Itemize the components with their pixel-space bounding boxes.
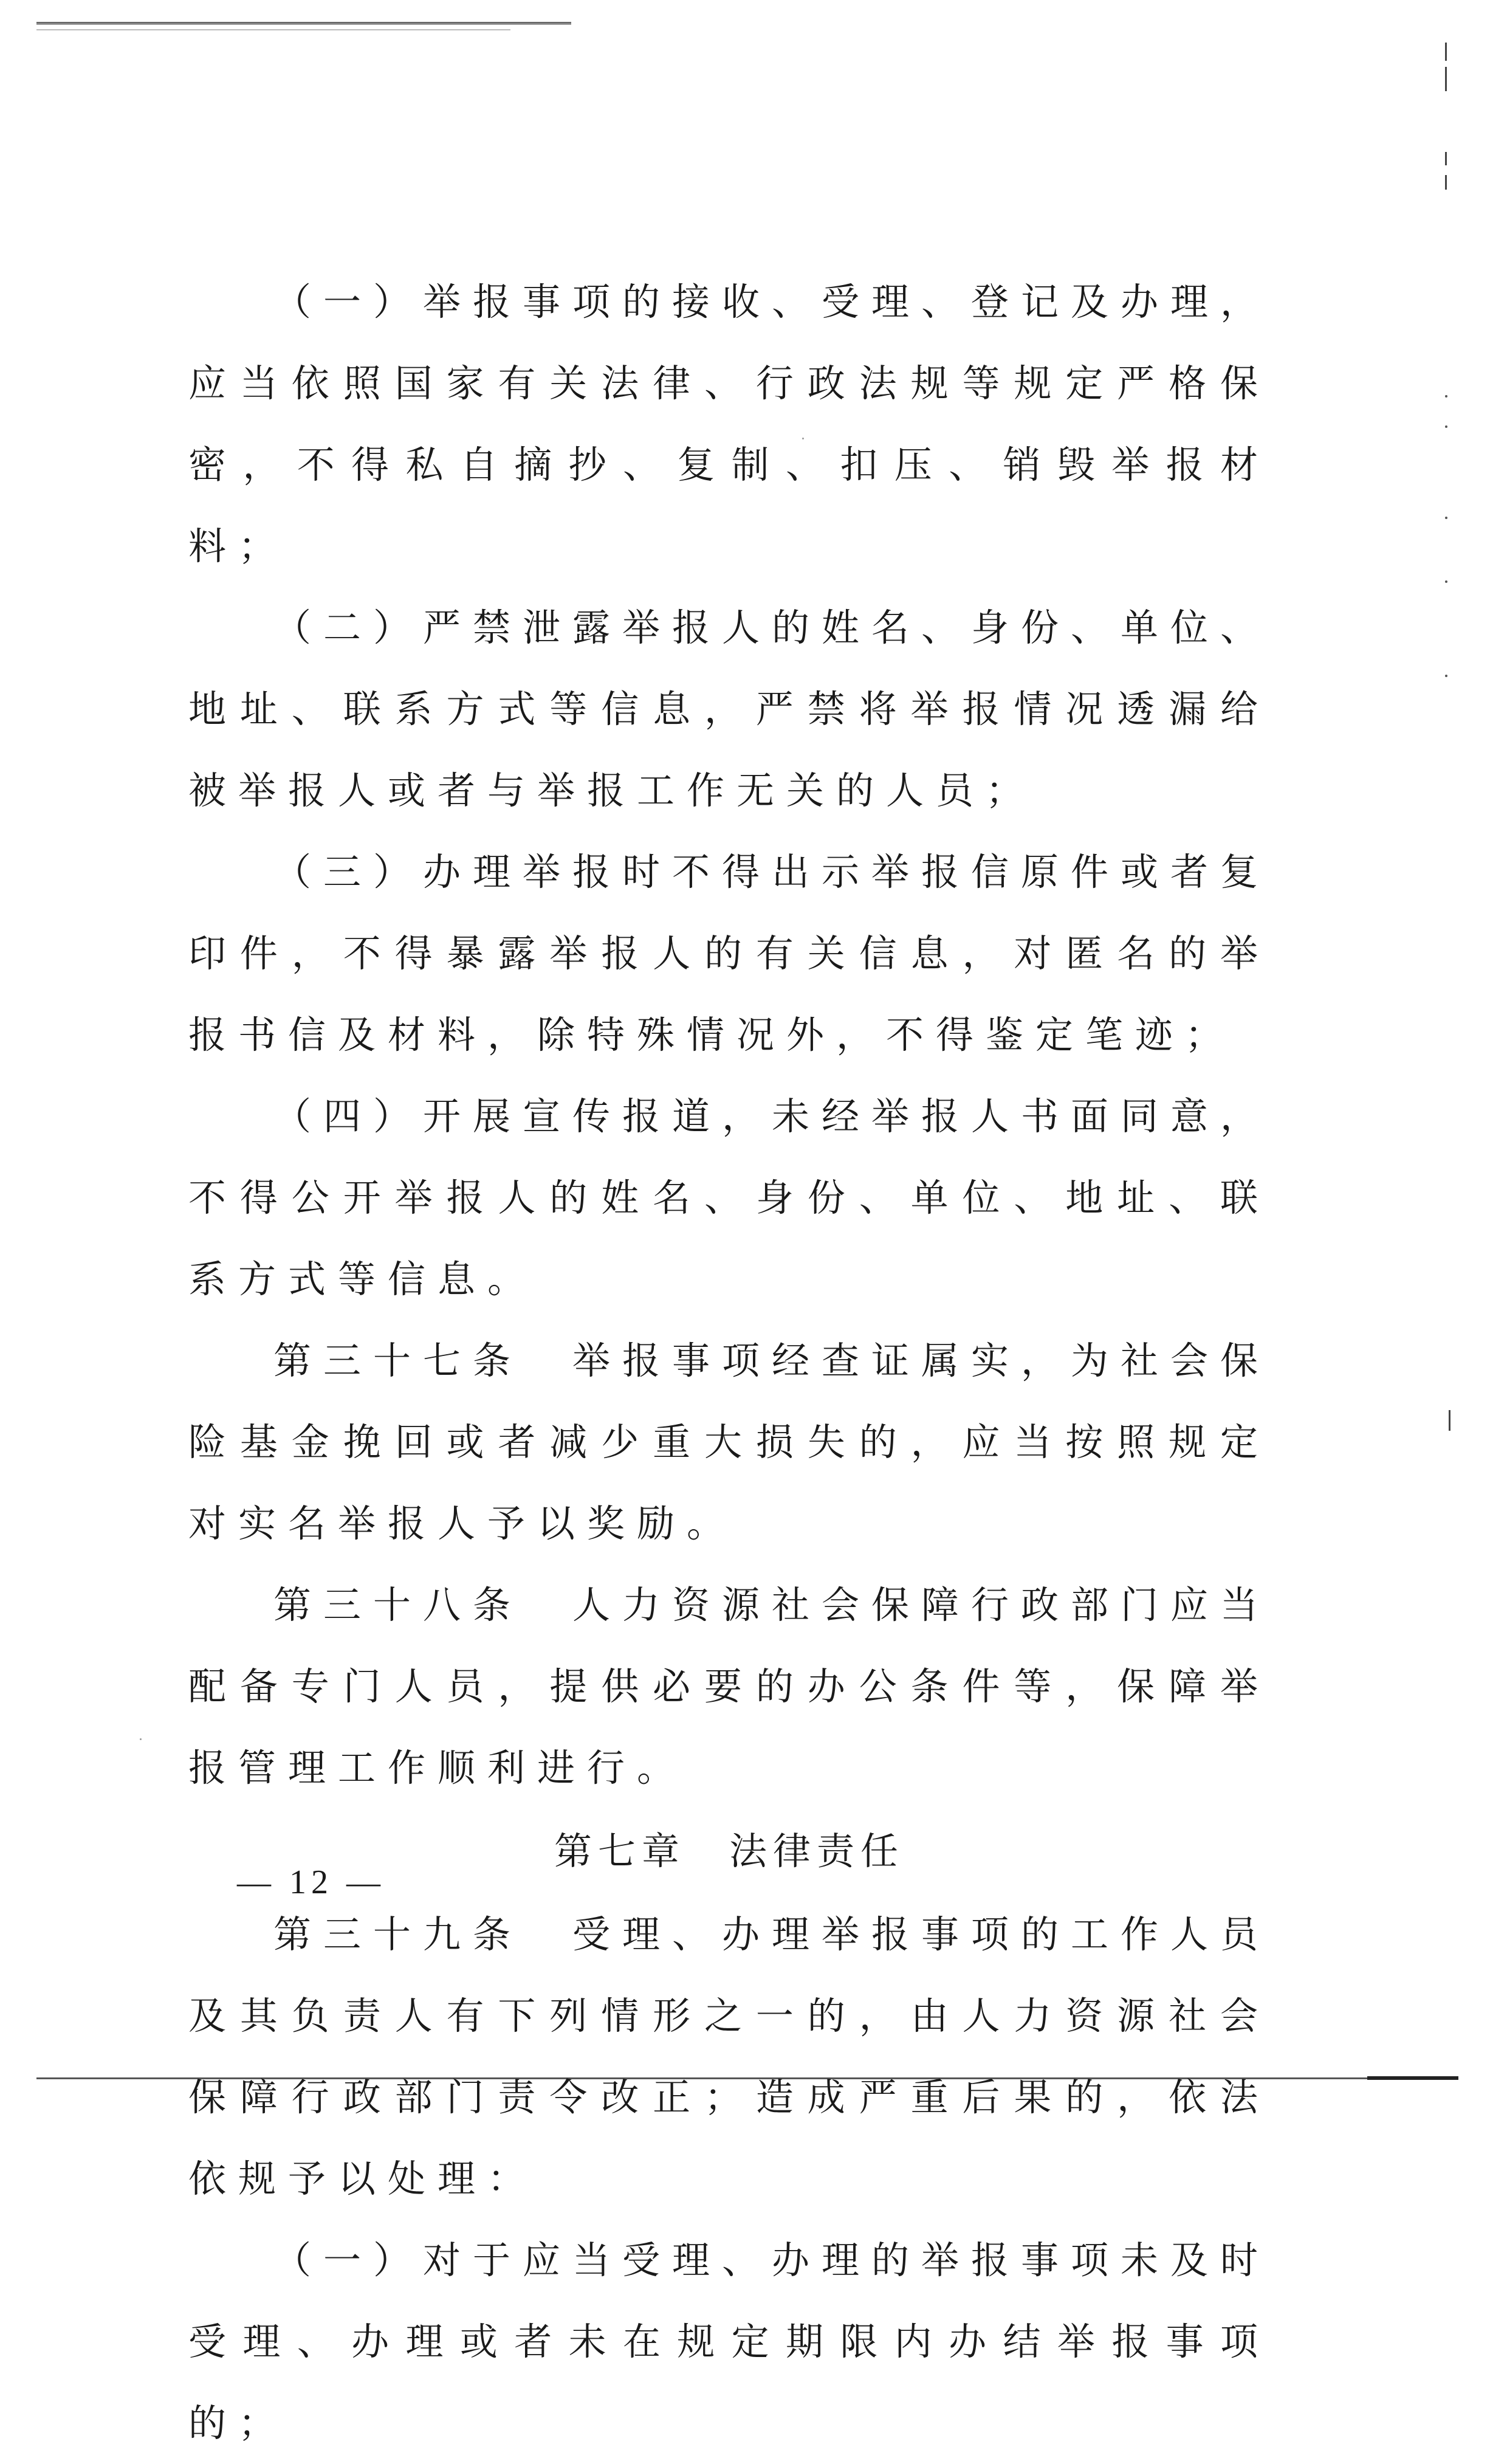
margin-mark: [1445, 175, 1447, 190]
margin-dot: [1445, 580, 1447, 583]
article-39: 第三十九条 受理、办理举报事项的工作人员及其负责人有下列情形之一的，由人力资源社会保障行政部门责令改正；造成严重后果的，依法依规予以处理：: [188, 1912, 1271, 2201]
margin-dot: [1445, 395, 1447, 397]
document-body: [188, 261, 1270, 2464]
margin-mark: [1445, 67, 1447, 91]
page-number: — 12 —: [237, 1863, 385, 1901]
paragraph-item-4: （四）开展宣传报道，未经举报人书面同意，不得公开举报人的姓名、身份、单位、地址、联系方式等信息。: [188, 1094, 1271, 1301]
paragraph-item-1: （一）举报事项的接收、受理、登记及办理，应当依照国家有关法律、行政法规等规定严格保密，不得私自摘抄、复制、扣压、销毁举报材料；: [188, 280, 1271, 568]
margin-dot: [1445, 517, 1447, 519]
article-39-item-1: （一）对于应当受理、办理的举报事项未及时受理、办理或者未在规定期限内办结举报事项的；: [188, 2238, 1271, 2445]
paragraph-item-3: （三）办理举报时不得出示举报信原件或者复印件，不得暴露举报人的有关信息，对匿名的举报书信及材料，除特殊情况外，不得鉴定笔迹；: [188, 850, 1271, 1057]
article-37: 第三十七条 举报事项经查证属实，为社会保险基金挽回或者减少重大损失的，应当按照规定对实名举报人予以奖励。: [188, 1338, 1271, 1546]
scan-edge-top: [36, 22, 571, 25]
scan-speck: [140, 1738, 142, 1740]
margin-mark: [1445, 43, 1447, 61]
margin-mark: [1445, 152, 1447, 165]
scan-edge-bottom-right: [1367, 2076, 1458, 2080]
article-38: 第三十八条 人力资源社会保障行政部门应当配备专门人员，提供必要的办公条件等，保障举报管理工作顺利进行。: [188, 1583, 1271, 1790]
margin-mark: [1449, 1410, 1450, 1431]
paragraph-item-2: （二）严禁泄露举报人的姓名、身份、单位、地址、联系方式等信息，严禁将举报情况透漏给被举报人或者与举报工作无关的人员；: [188, 605, 1271, 813]
chapter-heading: 第七章 法律责任: [554, 1829, 904, 1873]
margin-dot: [1445, 675, 1447, 677]
margin-dot: [1445, 425, 1447, 428]
scan-edge-top-thin: [36, 29, 510, 30]
